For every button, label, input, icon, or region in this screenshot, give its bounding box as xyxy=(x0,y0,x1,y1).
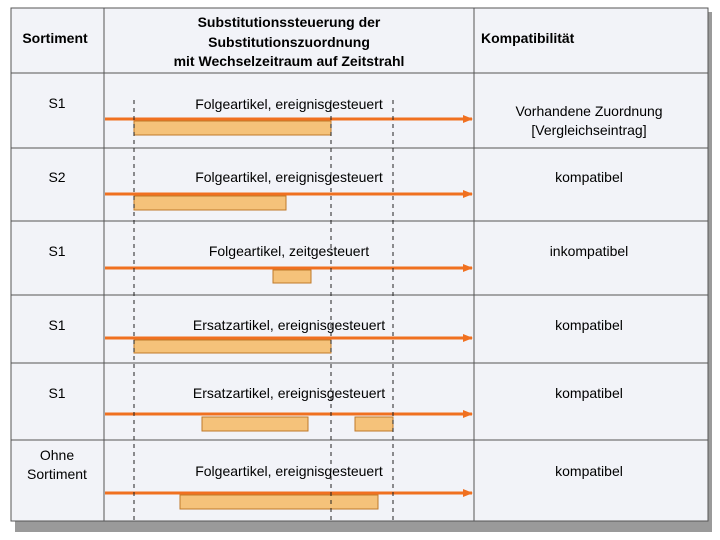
row-label: Ersatzartikel, ereignisgesteuert xyxy=(192,317,386,333)
header-substitution-line-3: mit Wechselzeitraum auf Zeitstrahl xyxy=(173,53,405,69)
transition-period-bar xyxy=(134,196,286,210)
row-label: Folgeartikel, ereignisgesteuert xyxy=(195,169,383,185)
row-compat: kompatibel xyxy=(555,463,623,479)
header-kompatibilitaet: Kompatibilität xyxy=(481,30,575,46)
transition-period-bar xyxy=(180,495,378,509)
transition-period-bar xyxy=(273,270,311,283)
transition-period-bar xyxy=(134,121,331,135)
row-label: Folgeartikel, zeitgesteuert xyxy=(208,243,370,259)
row-compat: kompatibel xyxy=(555,385,623,401)
row-sortiment-line-2: Sortiment xyxy=(27,466,87,482)
table-frame xyxy=(11,8,708,521)
row-compat-line-1: Vorhandene Zuordnung xyxy=(515,103,663,119)
row-sortiment-line-1: Ohne xyxy=(39,447,75,463)
row-compat: inkompatibel xyxy=(549,243,629,259)
row-label: Ersatzartikel, ereignisgesteuert xyxy=(192,385,386,401)
transition-period-bar xyxy=(134,340,331,353)
row-label: Folgeartikel, ereignisgesteuert xyxy=(195,463,383,479)
row-compat-line-2: [Vergleichseintrag] xyxy=(531,122,647,138)
transition-period-bar xyxy=(202,417,308,431)
header-substitution-line-2: Substitutionszuordnung xyxy=(208,34,370,50)
transition-period-bar xyxy=(355,417,393,431)
header-substitution-line-1: Substitutionssteuerung der xyxy=(197,14,381,30)
row-sortiment: S2 xyxy=(48,169,66,185)
row-compat: kompatibel xyxy=(555,317,623,333)
row-sortiment: S1 xyxy=(48,243,66,259)
header-sortiment: Sortiment xyxy=(22,30,88,46)
row-sortiment: S1 xyxy=(48,95,66,111)
row-compat: kompatibel xyxy=(555,169,623,185)
row-label: Folgeartikel, ereignisgesteuert xyxy=(195,96,383,112)
row-sortiment: S1 xyxy=(48,317,66,333)
row-sortiment: S1 xyxy=(48,385,66,401)
